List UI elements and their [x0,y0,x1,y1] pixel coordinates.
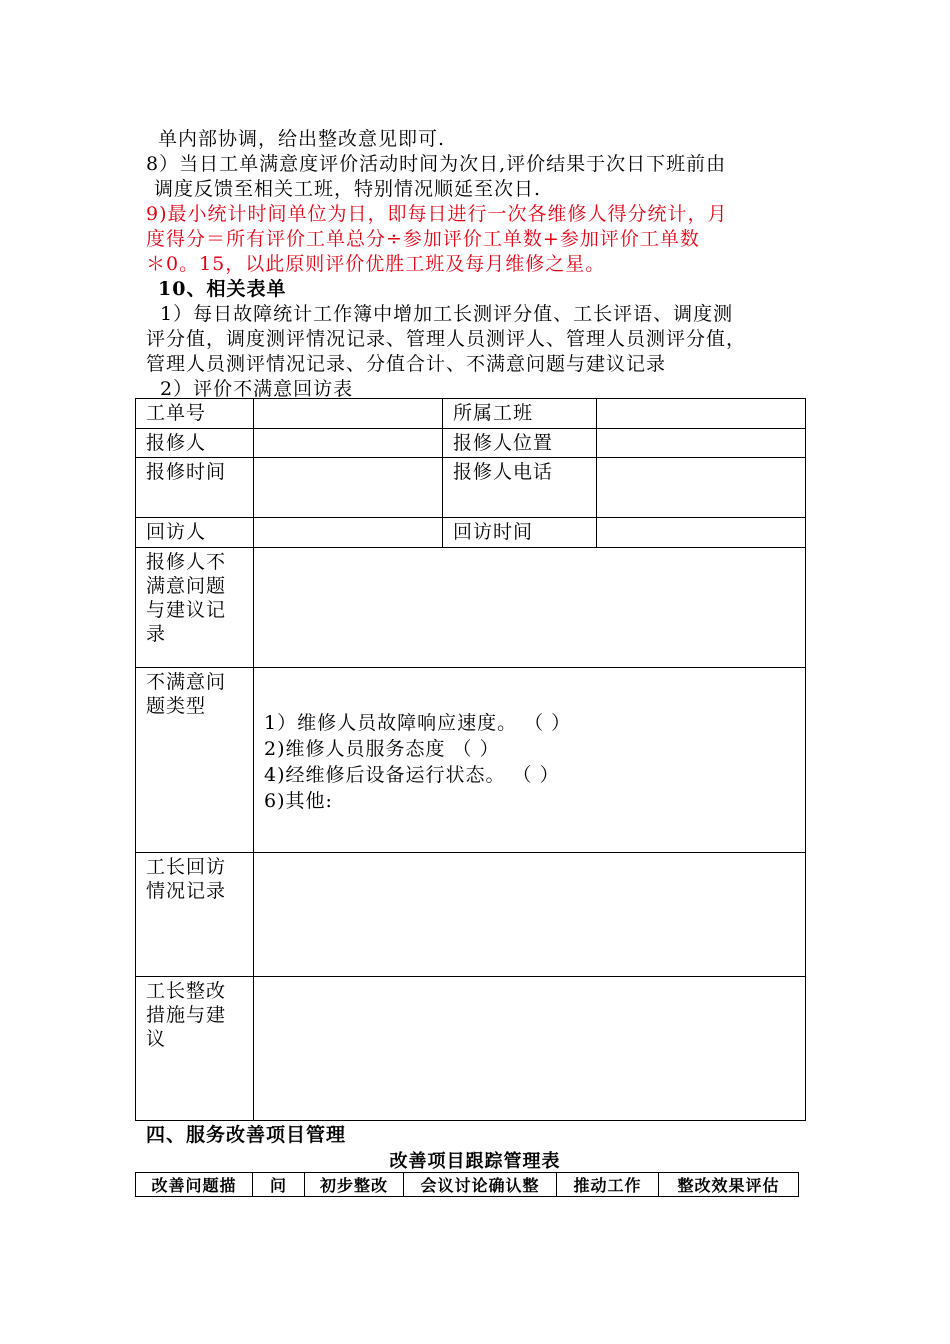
foreman-visit-record-value[interactable] [254,853,806,977]
text-line: 评分值，调度测评情况记录、管理人员测评人、管理人员测评分值， [146,328,747,350]
red-text-line: 度得分＝所有评价工单总分÷参加评价工单数+参加评价工单数 [146,228,700,250]
team-label: 所属工班 [443,399,597,429]
report-time-value[interactable] [254,458,443,518]
text-line: 2）评价不满意回访表 [160,378,354,400]
foreman-visit-record-label: 工长回访情况记录 [136,853,254,977]
problem-type-option: 4)经维修后设备运行状态。 （ ） [264,764,560,786]
red-text-line: 9)最小统计时间单位为日，即每日进行一次各维修人得分统计，月 [146,203,728,225]
text-line: 8）当日工单满意度评价活动时间为次日,评价结果于次日下班前由 [146,153,727,175]
visit-time-value[interactable] [597,518,806,548]
problem-type-option: 6)其他: [264,790,333,812]
text-line: 管理人员测评情况记录、分值合计、不满意问题与建议记录 [146,353,667,375]
foreman-measures-label: 工长整改措施与建议 [136,977,254,1121]
reporter-phone-label: 报修人电话 [443,458,597,518]
visitor-value[interactable] [254,518,443,548]
column-header: 改善问题描 [136,1173,253,1197]
visitor-label: 回访人 [136,518,254,548]
problem-type-option: 1）维修人员故障响应速度。 （ ） [264,712,572,734]
reporter-phone-value[interactable] [597,458,806,518]
reporter-location-label: 报修人位置 [443,429,597,458]
column-header: 整改效果评估 [659,1173,799,1197]
problem-type-options[interactable] [254,668,806,853]
reporter-location-value[interactable] [597,429,806,458]
reporter-label: 报修人 [136,429,254,458]
reporter-value[interactable] [254,429,443,458]
section-heading: 四、服务改善项目管理 [146,1124,347,1146]
text-line: 单内部协调，给出整改意见即可. [158,128,446,150]
work-order-label: 工单号 [136,399,254,429]
text-line: 1）每日故障统计工作簿中增加工长测评分值、工长评语、调度测 [160,303,734,325]
red-text-line: ＊0。15，以此原则评价优胜工班及每月维修之星。 [146,253,606,275]
problem-type-option: 2)维修人员服务态度 （ ） [264,738,500,760]
column-header: 推动工作 [557,1173,659,1197]
column-header: 问 [253,1173,305,1197]
revisit-form-table [135,398,806,1121]
tracking-table [135,1172,799,1197]
text-line: 调度反馈至相关工班，特别情况顺延至次日. [154,178,542,200]
work-order-value[interactable] [254,399,443,429]
report-time-label: 报修时间 [136,458,254,518]
problem-type-label: 不满意问题类型 [136,668,254,853]
column-header: 会议讨论确认整 [404,1173,557,1197]
dissatisfaction-records-label: 报修人不满意问题与建议记录 [136,548,254,668]
table-title: 改善项目跟踪管理表 [389,1151,561,1172]
section-heading: 10、相关表单 [158,278,287,300]
team-value[interactable] [597,399,806,429]
dissatisfaction-records-value[interactable] [254,548,806,668]
column-header: 初步整改 [305,1173,404,1197]
foreman-measures-value[interactable] [254,977,806,1121]
visit-time-label: 回访时间 [443,518,597,548]
